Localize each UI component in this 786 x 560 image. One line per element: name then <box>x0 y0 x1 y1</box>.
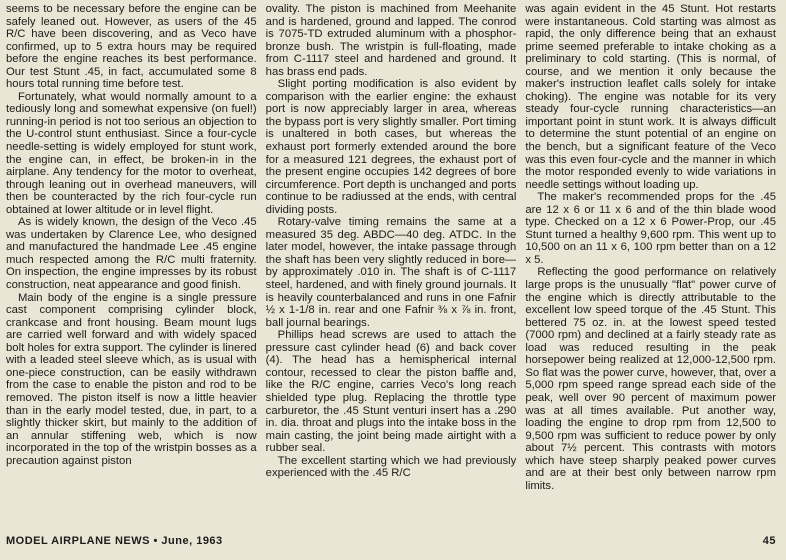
column-middle <box>266 3 517 525</box>
column-left <box>6 3 257 525</box>
footer-publication-date: MODEL AIRPLANE NEWS • June, 1963 <box>6 535 223 547</box>
paragraph: Fortunately, what would normally amount to a tediously long and somewhat expensive (on fuel!) running-in period is not too serious an objection to the U-control stunt enthusiast. Since a four-cycle needle-setting is widely employed for stunt work, the engine can, in effect, be broken-in in the airplane. Any tendency for the motor to overheat, through leaning out in overhead maneuvers, will then be counteracted by the rich four-cycle run obtained at lower altitude or in level flight. <box>6 90 257 216</box>
article-body <box>6 3 776 525</box>
paragraph: ovality. The piston is machined from Meehanite and is hardened, ground and lapped. The conrod is 7075-TD extruded aluminum with a phosphor-bronze bush. The wristpin is full-floating, made from C-1117 steel and hardened and ground. It has brass end pads. <box>265 3 517 78</box>
paragraph: Phillips head screws are used to attach the pressure cast cylinder head (6) and back cover (4). The head has a hemispherical internal contour, recessed to clear the piston baffle and, like the R/C engine, carries Veco's long reach shielded type plug. Replacing the throttle type carburetor, the .45 Stunt venturi insert has a .290 in. dia. throat and plugs into the intake boss in the main casting, the joint being made airtight with a rubber seal. <box>265 329 517 455</box>
page-number: 45 <box>762 535 776 547</box>
paragraph: The excellent starting which we had previously experienced with the .45 R/C <box>265 454 517 480</box>
paragraph: Main body of the engine is a single pressure cast component comprising cylinder block, crankcase and front housing. Beam mount lugs are carried well forward and with widely spaced bolt holes for extra support. The cylinder is linered with a leaded steel sleeve which, as is usual with one-piece construction, can be easily withdrawn from the case to enable the piston and rod to be removed. The piston itself is now a little heavier than in the early model tested, due, in part, to a slightly thicker skirt, but mainly to the addition of an annular stiffening web, which is now incorporated in the top of the wristpin bosses as a precaution against piston <box>6 291 257 467</box>
page-footer <box>6 535 776 551</box>
paragraph: As is widely known, the design of the Veco .45 was undertaken by Clarence Lee, who designed and manufactured the handmade Lee .45 engine much respected among the R/C multi fraternity. On inspection, the engine impresses by its robust construction, neat appearance and good finish. <box>6 216 257 292</box>
paragraph: Rotary-valve timing remains the same at a measured 35 deg. ABDC—40 deg. ATDC. In the later model, however, the intake passage through the shaft has been very slightly reduced in bore—by approximately .010 in. The shaft is of C-1117 steel, hardened, and with finely ground journals. It is heavily counterbalanced and runs in one Fafnir ½ x 1-1/8 in. rear and one Fafnir ⅜ x ⅞ in. front, ball journal bearings. <box>265 216 517 329</box>
paragraph: The maker's recommended props for the .45 are 12 x 6 or 11 x 6 and of the thin blade wood type. Checked on a 12 x 6 Power-Prop, our .45 Stunt turned a healthy 9,600 rpm. This went up to 10,500 on an 11 x 6, 100 rpm better than on a 12 x 5. <box>525 191 777 266</box>
paragraph: Slight porting modification is also evident by comparison with the earlier engine: the exhaust port is now appreciably larger in area, whereas the bypass port is very slightly smaller. Port timing is unaltered in both cases, but whereas the exhaust port formerly extended around the bore for a measured 121 degrees, the exhaust port of the present engine occupies 142 degrees of bore circumference. Port depth is unchanged and ports continue to be radiussed at the ends, with central dividing posts. <box>265 78 517 216</box>
paragraph: Reflecting the good performance on relatively large props is the unusually "flat" power curve of the engine which is directly attributable to the excellent low speed torque of the .45 Stunt. This bettered 75 oz. in. at the lowest speed tested (7000 rpm) and declined at a fairly steady rate as load was reduced resulting in the peak horsepower being realized at 12,000-12,500 rpm. So flat was the power curve, however, that, over a 5,000 rpm speed range spread each side of the peak, well over 90 percent of maximum power was at all times available. Put another way, loading the engine to drop rpm from 12,500 to 9,500 rpm was sufficient to reduce power by only about 7½ percent. This contrasts with motors which have steep sharply peaked power curves and are at their best only between narrow rpm limits. <box>525 266 777 492</box>
paragraph: seems to be necessary before the engine can be safely leaned out. However, as users of the 45 R/C have been discovering, and as Veco have confirmed, up to 5 extra hours may be required before the engine reaches its best performance. Our test Stunt .45, in fact, accumulated some 8 hours total running time before test. <box>6 3 257 91</box>
column-right <box>525 3 776 525</box>
paragraph: was again evident in the 45 Stunt. Hot restarts were instantaneous. Cold starting was almost as rapid, the only difference being that an exhaust prime seemed preferable to intake choking as a preliminary to cold starting. (This is normal, of course, and we mention it only because the maker's instruction leaflet calls solely for intake choking). The engine was notable for its very steady four-cycle running characteristics—an important point in stunt work. It is always difficult to determine the stunt potential of an engine on the bench, but a significant feature of the Veco was this even four-cycle and the manner in which the motor responded evenly to wide variations in needle settings without loading up. <box>525 3 777 191</box>
